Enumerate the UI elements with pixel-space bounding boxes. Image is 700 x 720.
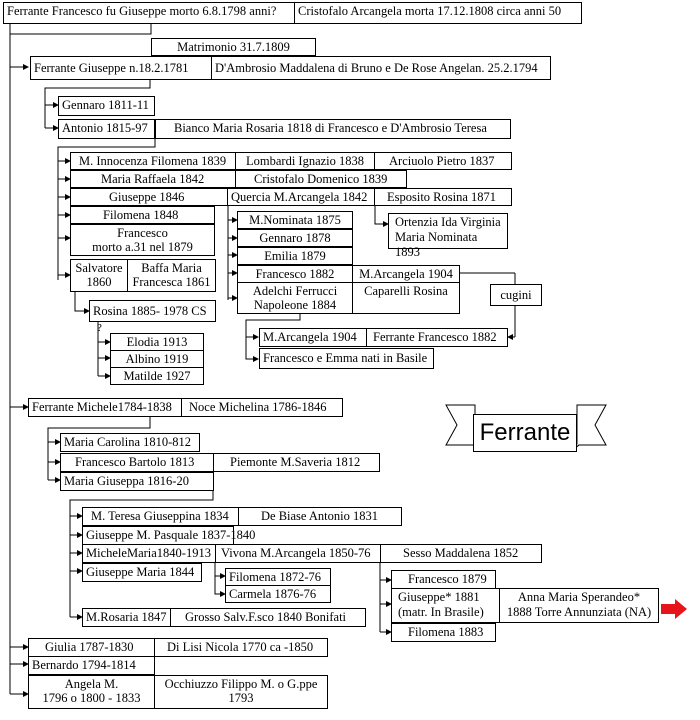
ortenzia-box: Ortenzia Ida Virginia Maria Nominata 1893 (388, 213, 508, 249)
francesco-morto-box: Francesco morto a.31 nel 1879 (70, 224, 215, 256)
filomena-1872-box: Filomena 1872-76 (225, 568, 331, 586)
carmela-box: Carmela 1876-76 (225, 585, 331, 603)
sperandeo-box: Anna Maria Sperandeo* 1888 Torre Annunziata (NA) (499, 588, 659, 623)
gennaro-box: Gennaro 1811-11 (58, 96, 155, 116)
ferrante-francesco-box: Ferrante Francesco fu Giuseppe morto 6.8.1798 anni? (3, 2, 295, 24)
matrimonio-box: Matrimonio 31.7.1809 (151, 38, 316, 56)
piemonte-box: Piemonte M.Saveria 1812 (213, 453, 380, 472)
caparelli-box: Caparelli Rosina (352, 282, 460, 314)
bianco-box: Bianco Maria Rosaria 1818 di Francesco e D'Ambrosio Teresa (155, 119, 511, 139)
francesco-1879-box: Francesco 1879 (391, 570, 496, 589)
innocenza-box: M. Innocenza Filomena 1839 (70, 152, 236, 170)
giulia-box: Giulia 1787-1830 (28, 638, 155, 657)
michelemaria-box: MicheleMaria1840-1913 (82, 544, 216, 563)
gennaro-1878-box: Gennaro 1878 (237, 229, 353, 247)
bartolo-box: Francesco Bartolo 1813 (60, 453, 214, 472)
emilia-box: Emilia 1879 (237, 247, 353, 265)
filomena-1848-box: Filomena 1848 (70, 206, 215, 224)
carolina-box: Maria Carolina 1810-812 (60, 433, 200, 452)
francesco-1882-box: Francesco 1882 (237, 265, 353, 283)
basile-box: Francesco e Emma nati in Basile (259, 348, 434, 369)
occhiuzzo-box: Occhiuzzo Filippo M. o G.ppe 1793 (154, 675, 328, 709)
lombardi-box: Lombardi Ignazio 1838 (235, 152, 375, 170)
title-label: Ferrante (473, 414, 577, 452)
ferrante-michele-box: Ferrante Michele1784-1838 (28, 398, 182, 417)
antonio-box: Antonio 1815-97 (58, 119, 155, 139)
angela-box: Angela M. 1796 o 1800 - 1833 (28, 675, 155, 709)
cugini-box: cugini (490, 284, 542, 306)
arcangela-1904-box: M.Arcangela 1904 (352, 265, 460, 283)
teresa-box: M. Teresa Giuseppina 1834 (82, 507, 239, 526)
filomena-1883-box: Filomena 1883 (391, 623, 496, 642)
rosina-box: Rosina 1885- 1978 CS (89, 300, 216, 322)
matilde-box: Matilde 1927 (110, 367, 204, 385)
salvatore-box: Salvatore 1860 (70, 259, 128, 292)
pasquale-box: Giuseppe M. Pasquale 1837-1840 (82, 526, 234, 545)
right-arrow-icon (660, 598, 688, 620)
raffaela-box: Maria Raffaela 1842 (70, 170, 236, 188)
giuseppa-box: Maria Giuseppa 1816-20 (60, 472, 214, 491)
baffa-box: Baffa Maria Francesca 1861 (127, 259, 216, 292)
albino-box: Albino 1919 (110, 350, 204, 368)
nominata-box: M.Nominata 1875 (237, 211, 353, 229)
sesso-box: Sesso Maddalena 1852 (380, 544, 542, 563)
cristofalo-arcangela-box: Cristofalo Arcangela morta 17.12.1808 circa anni 50 (294, 2, 582, 24)
adelchi-box: Adelchi Ferrucci Napoleone 1884 (237, 282, 353, 314)
esposito-box: Esposito Rosina 1871 (374, 188, 512, 206)
question-mark: ? (97, 322, 102, 334)
arciuolo-box: Arciuolo Pietro 1837 (374, 152, 512, 170)
giuseppe-1846-box: Giuseppe 1846 (70, 188, 228, 206)
cristofalo-domenico-box: Cristofalo Domenico 1839 (235, 170, 407, 188)
elodia-box: Elodia 1913 (110, 333, 204, 351)
vivona-box: Vivona M.Arcangela 1850-76 (215, 544, 381, 563)
grosso-box: Grosso Salv.F.sco 1840 Bonifati (170, 608, 366, 627)
rosaria-1847-box: M.Rosaria 1847 (82, 608, 171, 627)
dilisi-box: Di Lisi Nicola 1770 ca -1850 (154, 638, 328, 657)
arcangela-1904-b-box: M.Arcangela 1904 (259, 328, 367, 347)
quercia-box: Quercia M.Arcangela 1842 (227, 188, 375, 206)
giuseppe-maria-box: Giuseppe Maria 1844 (82, 563, 202, 582)
ferrante-giuseppe-box: Ferrante Giuseppe n.18.2.1781 (30, 56, 212, 80)
ferrante-francesco-1882-box: Ferrante Francesco 1882 (366, 328, 508, 347)
bernardo-box: Bernardo 1794-1814 (28, 656, 155, 675)
dambrosio-box: D'Ambrosio Maddalena di Bruno e De Rose Angelan. 25.2.1794 (211, 56, 551, 80)
noce-box: Noce Michelina 1786-1846 (181, 398, 343, 417)
debiase-box: De Biase Antonio 1831 (238, 507, 402, 526)
giuseppe-1881-box: Giuseppe* 1881 (matr. In Brasile) (391, 588, 500, 623)
